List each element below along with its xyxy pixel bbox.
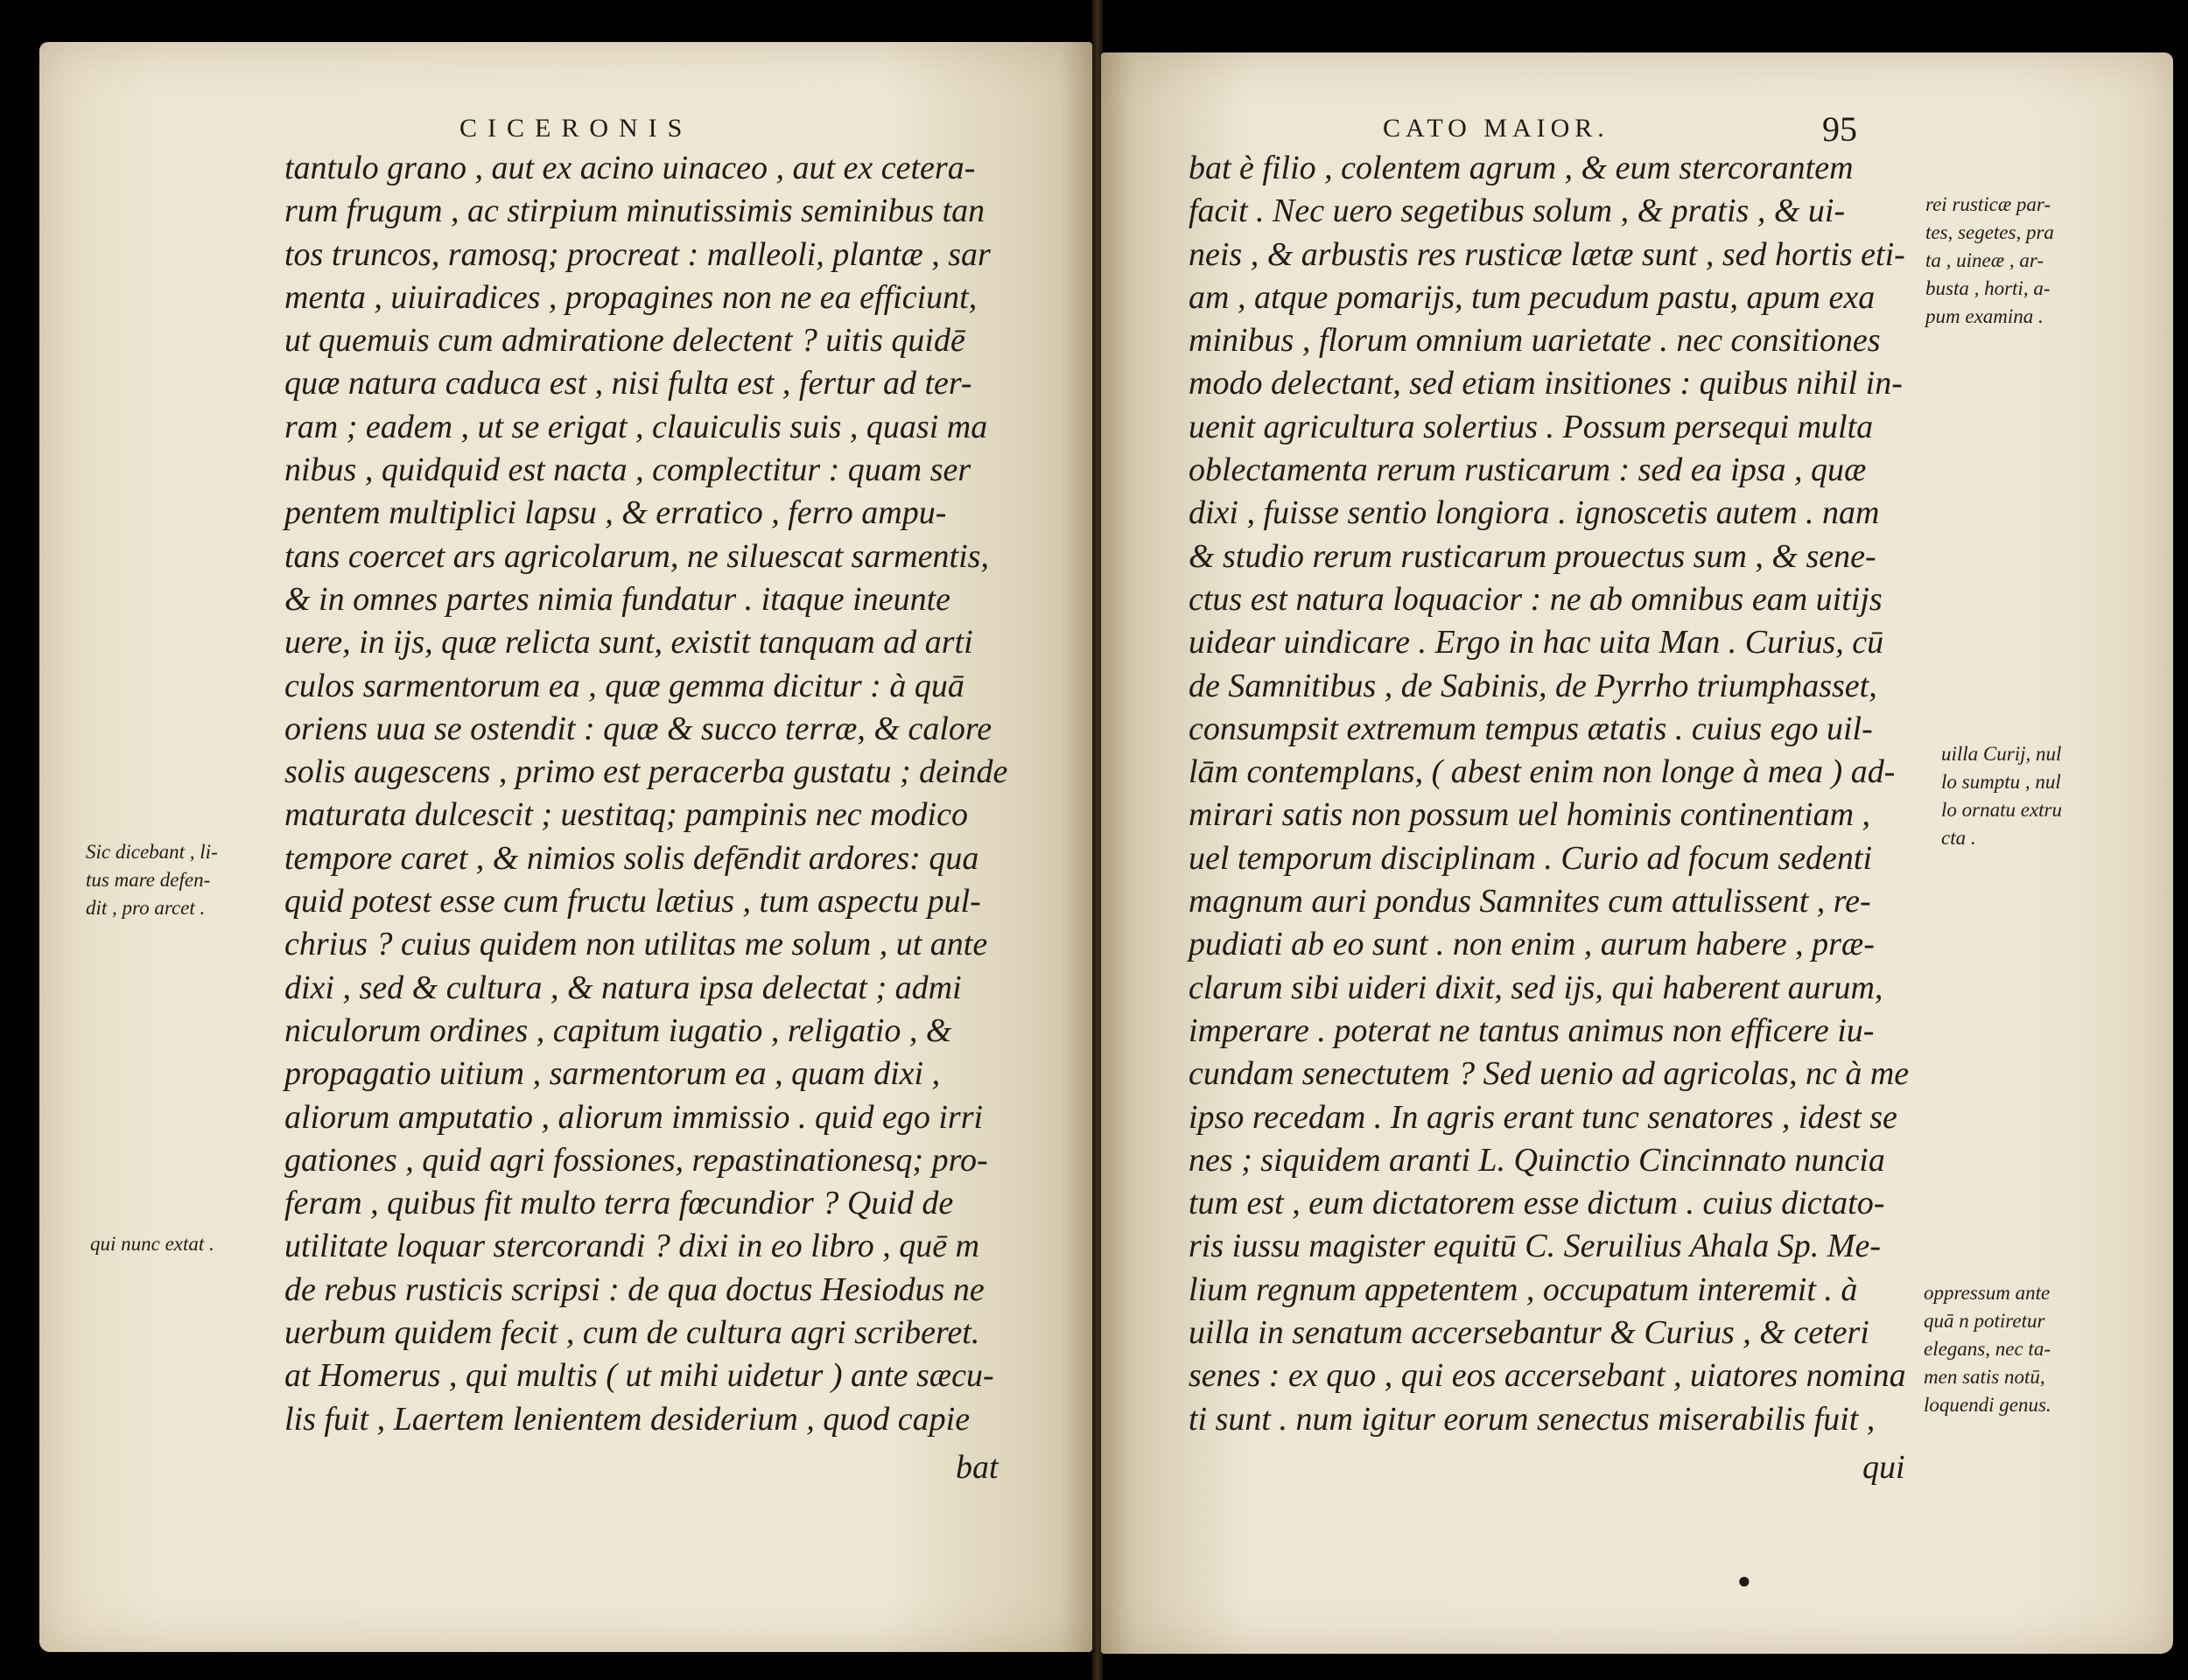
- text-line: ris iussu magister equitū C. Seruilius Ahala Sp. Me-: [1189, 1228, 1881, 1265]
- right-catchword: qui: [1862, 1449, 1905, 1486]
- text-line: imperare . poterat ne tantus animus non efficere iu-: [1189, 1012, 1875, 1049]
- text-line: lis fuit , Laertem lenientem desiderium , quod capie: [284, 1400, 971, 1438]
- text-line: facit . Nec uero segetibus solum , & pratis , & ui-: [1189, 192, 1846, 230]
- text-line: magnum auri pondus Samnites cum attulissent , re-: [1189, 883, 1871, 920]
- text-line: utilitate loquar stercorandi ? dixi in eo libro , quē m: [284, 1228, 980, 1265]
- page-number: 95: [1822, 109, 1857, 149]
- text-line: uenit agricultura solertius . Possum persequi multa: [1189, 408, 1874, 445]
- note-line: Sic dicebant , li-: [86, 841, 218, 863]
- text-line: at Homerus , qui multis ( ut mihi uidetur ) ante sæcu-: [284, 1357, 994, 1395]
- text-line: lium regnum appetentem , occupatum interemit . à: [1189, 1270, 1858, 1308]
- text-line: menta , uiuiradices , propagines non ne ea efficiunt,: [284, 278, 978, 316]
- text-line: nibus , quidquid est nacta , complectitur : quam ser: [284, 452, 971, 489]
- text-line: consumpsit extremum tempus ætatis . cuius ego uil-: [1189, 710, 1873, 747]
- text-line: am , atque pomarijs, tum pecudum pastu, apum exa: [1189, 278, 1876, 316]
- text-line: senes : ex quo , qui eos accersebant , uiatores nomina: [1189, 1357, 1906, 1395]
- right-running-head: CATO MAIOR.: [1383, 114, 1609, 143]
- note-line: tus mare defen-: [86, 869, 211, 891]
- text-line: niculorum ordines , capitum iugatio , religatio , &: [284, 1012, 952, 1049]
- note-line: uilla Curij, nul: [1941, 743, 2062, 765]
- text-line: quæ natura caduca est , nisi fulta est , fertur ad ter-: [284, 365, 972, 402]
- note-line: cta .: [1941, 827, 1976, 849]
- text-line: modo delectant, sed etiam insitiones : quibus nihil in-: [1189, 365, 1903, 402]
- text-line: mirari satis non possum uel hominis continentiam ,: [1189, 796, 1871, 834]
- text-line: minibus , florum omnium uarietate . nec consitiones: [1189, 322, 1881, 360]
- text-line: solis augescens , primo est peracerba gustatu ; deinde: [284, 753, 1008, 791]
- text-line: ctus est natura loquacior : ne ab omnibus eam uitijs: [1189, 580, 1883, 618]
- note-line: tes, segetes, pra: [1925, 221, 2054, 243]
- text-line: cundam senectutem ? Sed uenio ad agricolas, nc à me: [1189, 1055, 1910, 1093]
- text-line: dixi , sed & cultura , & natura ipsa delectat ; admi: [284, 969, 962, 1006]
- text-line: oblectamenta rerum rusticarum : sed ea ipsa , quæ: [1189, 452, 1867, 489]
- text-line: uilla in senatum accersebantur & Curius , & ceteri: [1189, 1314, 1869, 1352]
- ink-blot-icon: ●: [1737, 1568, 1751, 1593]
- text-line: gationes , quid agri fossiones, repastinationesq; pro-: [284, 1141, 988, 1179]
- right-margin-note-1: [1925, 191, 2054, 331]
- text-line: tans coercet ars agricolarum, ne siluescat sarmentis,: [284, 537, 989, 575]
- text-line: & in omnes partes nimia fundatur . itaque ineunte: [284, 580, 951, 618]
- text-line: uel temporum disciplinam . Curio ad focum sedenti: [1189, 839, 1873, 877]
- note-line: men satis notū,: [1924, 1366, 2045, 1388]
- left-margin-note-1: [86, 838, 218, 922]
- text-line: ram ; eadem , ut se erigat , clauiculis suis , quasi ma: [284, 408, 988, 445]
- text-line: feram , quibus fit multo terra fœcundior ? Quid de: [284, 1185, 954, 1222]
- note-line: lo ornatu extru: [1941, 799, 2062, 821]
- text-line: aliorum amputatio , aliorum immissio . quid ego irri: [284, 1098, 984, 1136]
- note-line: ta , uineæ , ar-: [1925, 249, 2044, 271]
- text-line: pudiati ab eo sunt . non enim , aurum habere , præ-: [1189, 926, 1875, 963]
- text-line: de Samnitibus , de Sabinis, de Pyrrho triumphasset,: [1189, 667, 1877, 704]
- text-line: bat è filio , colentem agrum , & eum stercorantem: [1189, 150, 1854, 186]
- text-line: tantulo grano , aut ex acino uinaceo , aut ex cetera-: [284, 150, 976, 186]
- text-line: dixi , fuisse sentio longiora . ignoscetis autem . nam: [1189, 494, 1880, 532]
- note-line: busta , horti, a-: [1925, 277, 2051, 299]
- note-line: oppressum ante: [1924, 1282, 2051, 1304]
- note-line: quā n potiretur: [1924, 1310, 2045, 1332]
- text-line: rum frugum , ac stirpium minutissimis seminibus tan: [284, 192, 985, 230]
- text-line: pentem multiplici lapsu , & erratico , ferro ampu-: [284, 494, 947, 532]
- note-line: elegans, nec ta-: [1924, 1338, 2051, 1360]
- text-line: uere, in ijs, quæ relicta sunt, existit tanquam ad arti: [284, 624, 973, 662]
- text-line: ti sunt . num igitur eorum senectus miserabilis fuit ,: [1189, 1400, 1876, 1438]
- left-catchword: bat: [956, 1449, 999, 1486]
- text-line: oriens uua se ostendit : quæ & succo terræ, & calore: [284, 710, 992, 747]
- note-line: dit , pro arcet .: [86, 897, 206, 919]
- text-line: lām contemplans, ( abest enim non longe à mea ) ad-: [1189, 753, 1896, 791]
- text-line: neis , & arbustis res rusticæ lætæ sunt , sed hortis eti-: [1189, 235, 1905, 273]
- left-running-head: CICERONIS: [459, 114, 693, 143]
- text-line: chrius ? cuius quidem non utilitas me solum , ut ante: [284, 926, 988, 963]
- text-line: tos truncos, ramosq; procreat : malleoli, plantæ , sar: [284, 235, 991, 273]
- text-line: uidear uindicare . Ergo in hac uita Man . Curius, cū: [1189, 624, 1884, 662]
- text-line: nes ; siquidem aranti L. Quinctio Cincinnato nuncia: [1189, 1141, 1885, 1179]
- right-body-text: [1189, 147, 1909, 1441]
- text-line: ut quemuis cum admiratione delectent ? uitis quidē: [284, 322, 965, 360]
- text-line: ipso recedam . In agris erant tunc senatores , idest se: [1189, 1098, 1897, 1136]
- text-line: tempore caret , & nimios solis defēndit ardores: qua: [284, 839, 979, 877]
- text-line: clarum sibi uideri dixit, sed ijs, qui haberent aurum,: [1189, 969, 1883, 1006]
- text-line: uerbum quidem fecit , cum de cultura agri scriberet.: [284, 1314, 980, 1352]
- note-line: qui nunc extat .: [90, 1233, 214, 1255]
- text-line: tum est , eum dictatorem esse dictum . cuius dictato-: [1189, 1185, 1885, 1222]
- text-line: de rebus rusticis scripsi : de qua doctus Hesiodus ne: [284, 1270, 985, 1308]
- left-margin-note-2: [90, 1230, 214, 1258]
- note-line: rei rusticæ par-: [1925, 193, 2051, 215]
- text-line: maturata dulcescit ; uestitaq; pampinis nec modico: [284, 796, 968, 834]
- left-body-text: [284, 147, 1007, 1441]
- text-line: quid potest esse cum fructu lætius , tum aspectu pul-: [284, 883, 981, 920]
- text-line: & studio rerum rusticarum prouectus sum , & sene-: [1189, 537, 1876, 575]
- right-margin-note-3: [1924, 1279, 2051, 1419]
- note-line: lo sumptu , nul: [1941, 771, 2061, 793]
- text-line: culos sarmentorum ea , quæ gemma dicitur : à quā: [284, 667, 964, 704]
- note-line: pum examina .: [1925, 305, 2044, 327]
- text-line: propagatio uitium , sarmentorum ea , quam dixi ,: [284, 1055, 941, 1093]
- right-margin-note-2: [1941, 740, 2062, 852]
- note-line: loquendi genus.: [1924, 1394, 2051, 1416]
